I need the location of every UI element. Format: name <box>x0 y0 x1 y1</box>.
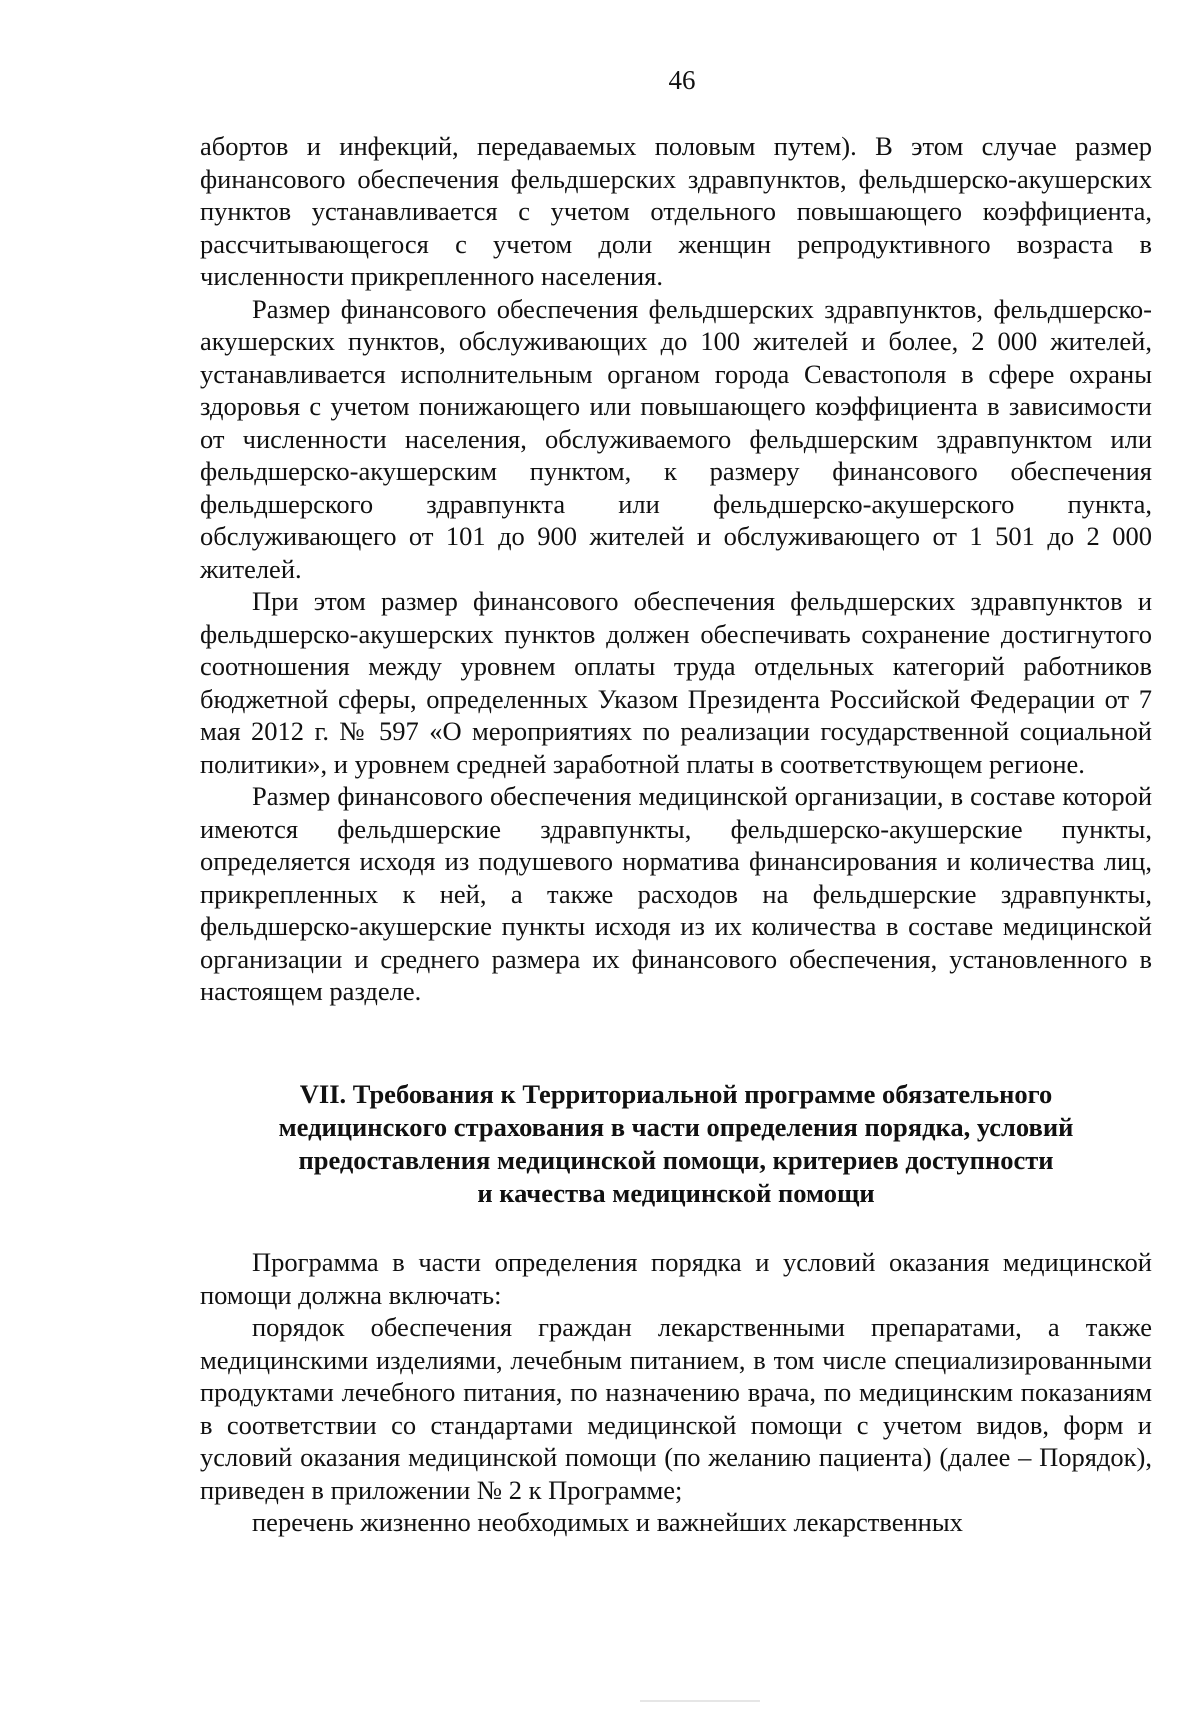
heading-line-3: предоставления медицинской помощи, критериев доступности <box>298 1145 1054 1175</box>
paragraph-org-financing: Размер финансового обеспечения медицинской организации, в составе которой имеются фельдшерские здравпункты, фельдшерско-акушерские пункты, определяется исходя из подушевого норматива финансирования и количества лиц, прикрепленных к ней, а также расходов на фельдшерские здравпункты, фельдшерско-акушерские пункты исходя из их количества в составе медицинской организации и среднего размера их финансового обеспечения, установленного в настоящем разделе. <box>200 781 1152 1006</box>
heading-line-2: медицинского страхования в части определения порядка, условий <box>278 1112 1074 1142</box>
body-text-lower <box>200 1246 1152 1539</box>
paragraph-continuation: абортов и инфекций, передаваемых половым путем). В этом случае размер финансового обеспечения фельдшерских здравпунктов, фельдшерско-акушерских пунктов устанавливается с учетом отдельного повышающего коэффициента, рассчитывающегося с учетом доли женщин репродуктивного возраста в численности прикрепленного населения. <box>200 131 1152 291</box>
page-number: 46 <box>668 65 696 95</box>
body-text-upper <box>200 130 1152 1008</box>
paragraph-list-start: перечень жизненно необходимых и важнейших лекарственных <box>252 1507 963 1537</box>
paragraph-program-intro: Программа в части определения порядка и условий оказания медицинской помощи должна включать: <box>200 1247 1152 1310</box>
heading-line-4: и качества медицинской помощи <box>477 1178 875 1208</box>
paragraph-procedure: порядок обеспечения граждан лекарственными препаратами, а также медицинскими изделиями, лечебным питанием, в том числе специализированными продуктами лечебного питания, по назначению врача, по медицинским показаниям в соответствии со стандартами медицинской помощи с учетом видов, форм и условий оказания медицинской помощи (по желанию пациента) (далее – Порядок), приведен в приложении № 2 к Программе; <box>200 1312 1152 1505</box>
paragraph-fap-size: Размер финансового обеспечения фельдшерских здравпунктов, фельдшерско-акушерских пунктов, обслуживающих до 100 жителей и более, 2 000 жителей, устанавливается исполнительным органом города Севастополя в сфере охраны здоровья с учетом понижающего или повышающего коэффициента в зависимости от численности населения, обслуживаемого фельдшерским здравпунктом или фельдшерско-акушерским пунктом, к размеру финансового обеспечения фельдшерского здравпункта или фельдшерско-акушерского пункта, обслуживающего от 101 до 900 жителей и обслуживающего от 1 501 до 2 000 жителей. <box>200 293 1152 584</box>
section-heading <box>200 1078 1152 1210</box>
paragraph-wage-ratio: При этом размер финансового обеспечения фельдшерских здравпунктов и фельдшерско-акушерских пунктов должен обеспечивать сохранение достигнутого соотношения между уровнем оплаты труда отдельных категорий работников бюджетной сферы, определенных Указом Президента Российской Федерации от 7 мая 2012 г. № 597 «О мероприятиях по реализации государственной социальной политики», и уровнем средней заработной платы в соответствующем регионе. <box>200 586 1152 779</box>
heading-line-1: VII. Требования к Территориальной программе обязательного <box>299 1079 1053 1109</box>
scan-artifact <box>640 1700 760 1702</box>
